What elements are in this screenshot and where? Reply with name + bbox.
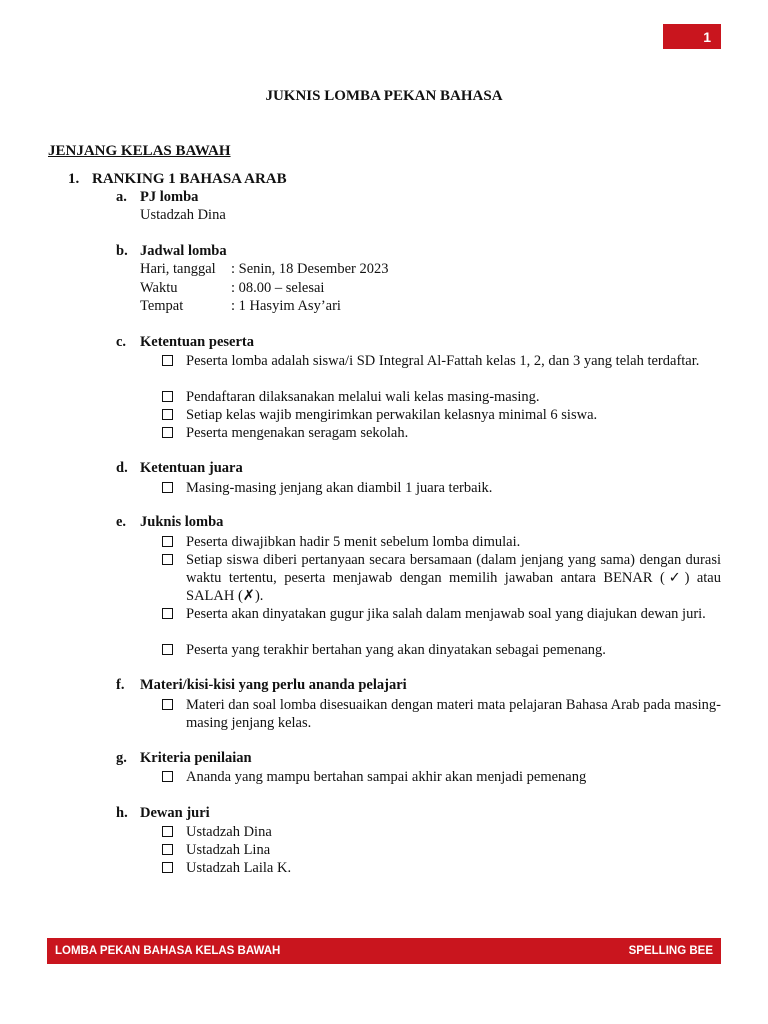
checkbox-bullet-icon [162,844,173,855]
subsection-letter: c. [116,334,127,350]
subsection-title: Jadwal lomba [140,243,227,259]
footer-bar [47,938,721,964]
checkbox-bullet-icon [162,355,173,366]
subsection-ketentuan-peserta [116,334,254,351]
list-item-text: Ustadzah Dina [186,824,272,840]
schedule-row [140,298,341,315]
list-item [162,841,721,859]
list-item [162,388,721,406]
subsection-letter: a. [116,189,127,205]
subsection-title: PJ lomba [140,189,199,205]
checkbox-bullet-icon [162,427,173,438]
subsection-title: Dewan juri [140,805,210,821]
list-item-text: Ustadzah Laila K. [186,860,292,876]
checkbox-bullet-icon [162,699,173,710]
footer-left-text: LOMBA PEKAN BAHASA KELAS BAWAH [55,945,281,957]
list-item [162,551,721,605]
list-item [162,605,721,623]
page-number: 1 [703,28,711,45]
list-item [162,859,721,877]
schedule-row [140,261,388,278]
list-item-text: Peserta akan dinyatakan gugur jika salah dalam menjawab soal yang diajukan dewan juri. [186,606,706,622]
section-title: RANKING 1 BAHASA ARAB [92,171,287,187]
list-item-text: Peserta yang terakhir bertahan yang akan dinyatakan sebagai pemenang. [186,642,606,658]
schedule-key: Waktu [140,280,178,296]
schedule-value: : 08.00 – selesai [231,280,325,296]
subsection-title: Ketentuan peserta [140,334,254,350]
subsection-title: Ketentuan juara [140,460,243,476]
list-item [162,424,721,442]
subsection-title: Materi/kisi-kisi yang perlu ananda pelajari [140,677,407,693]
checkbox-bullet-icon [162,826,173,837]
list-item-text: Peserta mengenakan seragam sekolah. [186,425,409,441]
list-item-text: Peserta diwajibkan hadir 5 menit sebelum lomba dimulai. [186,534,521,550]
schedule-key: Tempat [140,298,184,314]
subsection-ketentuan-juara [116,460,243,477]
subsection-letter: f. [116,677,125,693]
checkbox-bullet-icon [162,409,173,420]
checkbox-bullet-icon [162,482,173,493]
checkbox-bullet-icon [162,862,173,873]
subsection-letter: e. [116,514,127,530]
checkbox-bullet-icon [162,554,173,565]
subsection-title: Kriteria penilaian [140,750,252,766]
page-number-badge [663,24,721,49]
checkbox-bullet-icon [162,644,173,655]
level-heading: JENJANG KELAS BAWAH [48,143,231,159]
subsection-juknis [116,514,223,531]
schedule-row [140,280,324,297]
list-item [162,479,721,497]
footer-right-text: SPELLING BEE [628,945,713,957]
subsection-kriteria [116,750,252,767]
schedule-value: : 1 Hasyim Asy’ari [231,298,341,314]
subsection-pj [116,189,198,206]
subsection-letter: d. [116,460,128,476]
section-number: 1. [68,171,80,187]
subsection-materi [116,677,407,694]
list-item-text: Ustadzah Lina [186,842,271,858]
list-item [162,696,721,732]
list-item [162,406,721,424]
list-item-text: Peserta lomba adalah siswa/i SD Integral Al-Fattah kelas 1, 2, dan 3 yang telah terdaftar. [186,353,700,369]
list-item-text: Setiap siswa diberi pertanyaan secara bersamaan (dalam jenjang yang sama) dengan durasi waktu tertentu, peserta menjawab dengan memilih jawaban antara BENAR (✓) atau SALAH (✗). [186,552,721,604]
checkbox-bullet-icon [162,391,173,402]
subsection-letter: g. [116,750,127,766]
pj-name: Ustadzah Dina [140,207,226,223]
list-item-text: Ananda yang mampu bertahan sampai akhir akan menjadi pemenang [186,769,587,785]
list-item-text: Masing-masing jenjang akan diambil 1 juara terbaik. [186,480,493,496]
section-heading [68,171,287,188]
checkbox-bullet-icon [162,771,173,782]
list-item [162,823,721,841]
list-item [162,641,721,659]
subsection-dewan-juri [116,805,210,822]
document-title: JUKNIS LOMBA PEKAN BAHASA [265,88,503,104]
subsection-title: Juknis lomba [140,514,224,530]
subsection-jadwal [116,243,227,260]
list-item-text: Materi dan soal lomba disesuaikan dengan materi mata pelajaran Bahasa Arab pada masing-masing jenjang kelas. [186,697,721,731]
subsection-letter: h. [116,805,128,821]
schedule-value: : Senin, 18 Desember 2023 [231,261,389,277]
checkbox-bullet-icon [162,536,173,547]
list-item [162,533,721,551]
checkbox-bullet-icon [162,608,173,619]
list-item-text: Setiap kelas wajib mengirimkan perwakilan kelasnya minimal 6 siswa. [186,407,598,423]
schedule-key: Hari, tanggal [140,261,216,277]
list-item [162,768,721,786]
subsection-letter: b. [116,243,128,259]
list-item-text: Pendaftaran dilaksanakan melalui wali kelas masing-masing. [186,389,540,405]
list-item [162,352,721,370]
